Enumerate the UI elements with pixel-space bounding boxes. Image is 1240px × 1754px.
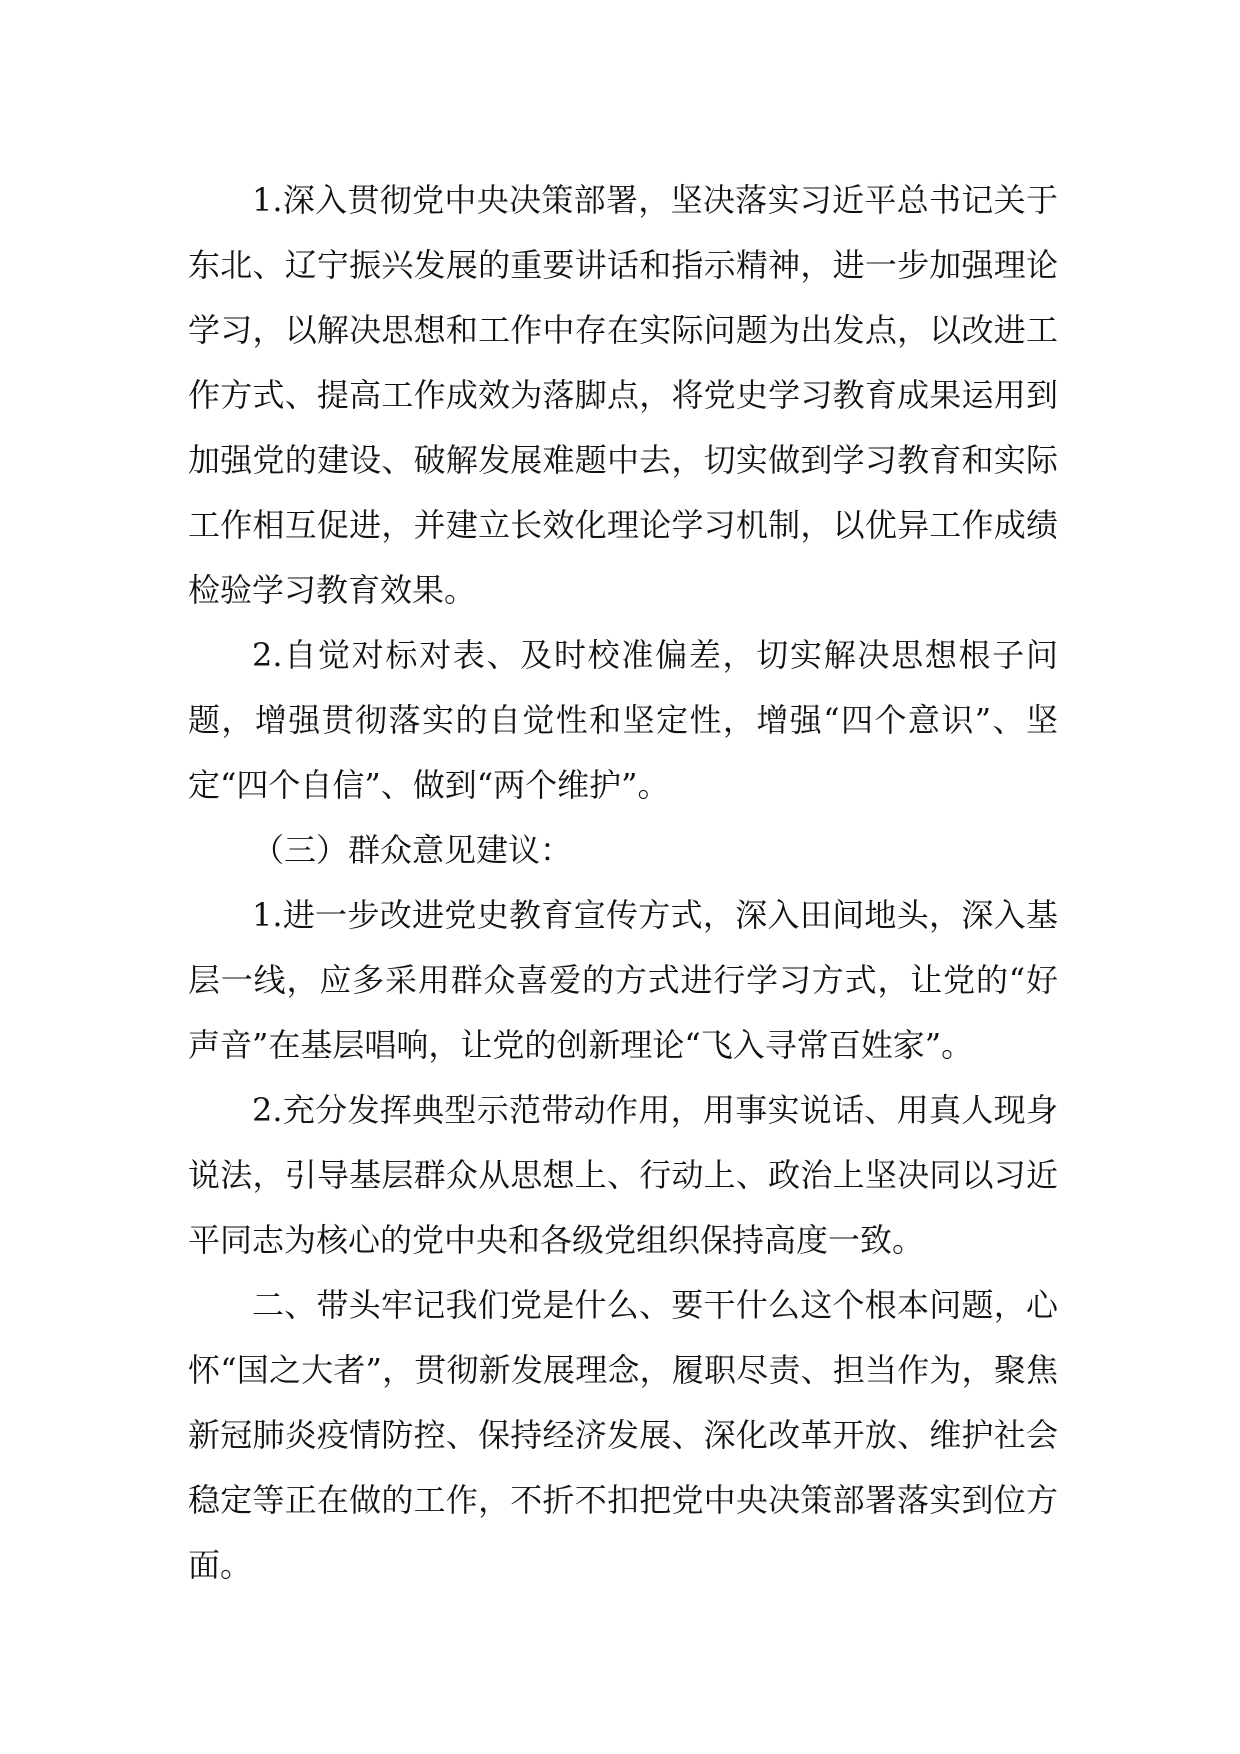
paragraph-publicity-improvement: 1.进一步改进党史教育宣传方式，深入田间地头，深入基层一线，应多采用群众喜爱的方式进行学习方式，让党的“好声音”在基层唱响，让党的创新理论“飞入寻常百姓家”。	[188, 896, 1058, 1064]
document-body	[188, 168, 1058, 1598]
paragraph-section-two: 二、带头牢记我们党是什么、要干什么这个根本问题，心怀“国之大者”，贯彻新发展理念，履职尽责、担当作为，聚焦新冠肺炎疫情防控、保持经济发展、深化改革开放、维护社会稳定等正在做的工作，不折不扣把党中央决策部署落实到位方面。	[188, 1286, 1058, 1584]
paragraph-self-benchmarking: 2.自觉对标对表、及时校准偏差，切实解决思想根子问题，增强贯彻落实的自觉性和坚定性，增强“四个意识”、坚定“四个自信”、做到“两个维护”。	[188, 636, 1058, 804]
paragraph-role-models: 2.充分发挥典型示范带动作用，用事实说话、用真人现身说法，引导基层群众从思想上、行动上、政治上坚决同以习近平同志为核心的党中央和各级党组织保持高度一致。	[188, 1091, 1058, 1259]
section-heading-public-suggestions: （三）群众意见建议：	[252, 831, 573, 869]
paragraph-decision-implementation: 1.深入贯彻党中央决策部署，坚决落实习近平总书记关于东北、辽宁振兴发展的重要讲话和指示精神，进一步加强理论学习，以解决思想和工作中存在实际问题为出发点，以改进工作方式、提高工作成效为落脚点，将党史学习教育成果运用到加强党的建设、破解发展难题中去，切实做到学习教育和实际工作相互促进，并建立长效化理论学习机制，以优异工作成绩检验学习教育效果。	[188, 181, 1058, 609]
